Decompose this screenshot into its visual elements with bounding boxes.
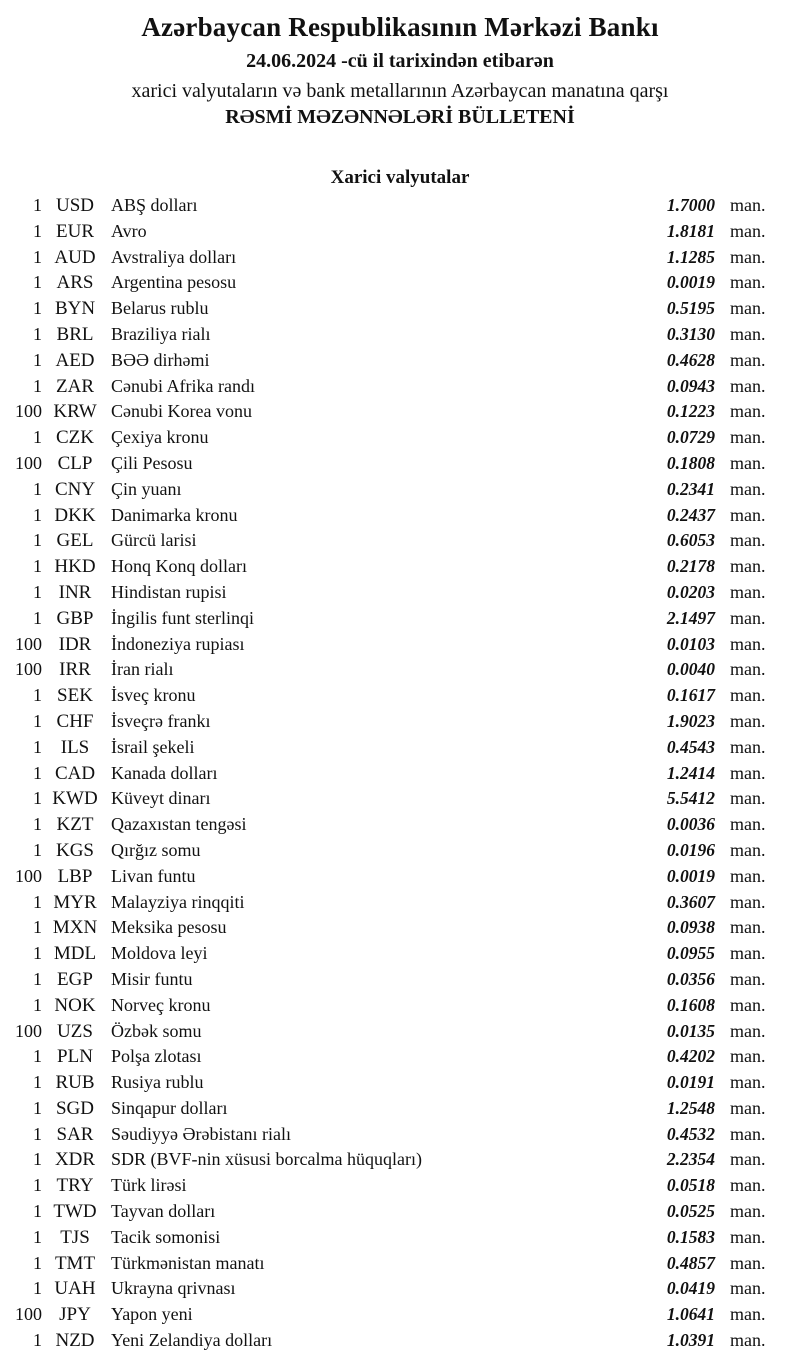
currency-code-cell: BYN (54, 298, 96, 320)
rate-value-cell: 0.0040 (666, 659, 715, 680)
rate-value-cell: 0.0191 (666, 1072, 715, 1093)
rate-row (0, 1199, 800, 1225)
currency-code-cell: MDL (53, 943, 97, 965)
rate-row (0, 245, 800, 271)
rate-value-cell: 0.0019 (666, 865, 715, 886)
currency-code-cell: KRW (53, 401, 97, 423)
currency-code-cell: XDR (54, 1149, 96, 1171)
rate-row (0, 219, 800, 245)
rate-row (0, 941, 800, 967)
rate-value-cell: 0.0419 (666, 1278, 715, 1299)
currency-name-cell: Çexiya kronu (111, 427, 209, 448)
currency-code-cell: ILS (60, 736, 90, 758)
bulletin-title: RƏSMİ MƏZƏNNƏLƏRİ BÜLLETENİ (225, 106, 575, 128)
unit-cell: man. (730, 1123, 766, 1144)
rate-value-cell: 0.1617 (666, 685, 715, 706)
rate-row (0, 1096, 800, 1122)
currency-code-cell: SEK (57, 685, 93, 707)
rate-value-cell: 1.8181 (666, 220, 715, 241)
unit-cell: man. (730, 323, 766, 344)
rate-value-cell: 0.4857 (666, 1252, 715, 1273)
unit-cell: man. (730, 607, 766, 628)
currency-code-cell: DKK (54, 504, 96, 526)
quantity-cell: 1 (33, 762, 42, 783)
currency-code-cell: TRY (56, 1175, 94, 1197)
currency-name-cell: Türkmənistan manatı (111, 1252, 265, 1273)
currency-code-cell: JPY (59, 1304, 91, 1326)
currency-code-cell: MYR (53, 891, 97, 913)
unit-cell: man. (730, 1046, 766, 1067)
currency-code-cell: GEL (56, 530, 94, 552)
currency-code-cell: MXN (52, 917, 98, 939)
quantity-cell: 1 (33, 1123, 42, 1144)
currency-code-cell: CAD (54, 762, 96, 784)
unit-cell: man. (730, 917, 766, 938)
quantity-cell: 100 (15, 1304, 42, 1325)
currency-name-cell: Ukrayna qrivnası (111, 1278, 236, 1299)
currency-name-cell: Özbək somu (111, 1020, 202, 1041)
quantity-cell: 1 (33, 195, 42, 215)
unit-cell: man. (730, 736, 766, 757)
rate-row (0, 1251, 800, 1277)
currency-name-cell: Çili Pesosu (111, 452, 193, 473)
rate-row (0, 1276, 800, 1302)
unit-cell: man. (730, 1201, 766, 1222)
rate-row (0, 193, 800, 219)
rate-value-cell: 1.0641 (666, 1304, 715, 1325)
rate-row (0, 993, 800, 1019)
rate-row (0, 683, 800, 709)
currency-name-cell: Livan funtu (111, 865, 196, 886)
rate-row (0, 632, 800, 658)
currency-name-cell: Tacik somonisi (111, 1226, 221, 1247)
header-subtitle: xarici valyutaların və bank metallarının Azərbaycan manatına qarşı (131, 80, 669, 102)
rate-row (0, 1070, 800, 1096)
rate-value-cell: 0.0938 (666, 917, 715, 938)
rate-value-cell: 0.0019 (666, 272, 715, 293)
currency-name-cell: Cənubi Korea vonu (111, 401, 252, 422)
rate-value-cell: 1.9023 (666, 710, 715, 731)
quantity-cell: 1 (33, 1330, 42, 1351)
currency-name-cell: Yeni Zelandiya dolları (111, 1330, 273, 1351)
currency-code-cell: SAR (56, 1123, 94, 1145)
rate-row (0, 399, 800, 425)
rate-row (0, 657, 800, 683)
quantity-cell: 1 (33, 891, 42, 912)
quantity-cell: 1 (33, 323, 42, 344)
unit-cell: man. (730, 530, 766, 551)
unit-cell: man. (730, 1278, 766, 1299)
unit-cell: man. (730, 839, 766, 860)
currency-code-cell: AUD (54, 246, 96, 268)
rate-value-cell: 0.5195 (666, 298, 715, 319)
currency-code-cell: UAH (54, 1278, 96, 1300)
unit-cell: man. (730, 298, 766, 319)
rate-row (0, 1328, 800, 1354)
rate-value-cell: 0.0955 (666, 943, 715, 964)
unit-cell: man. (730, 220, 766, 241)
currency-code-cell: IRR (59, 659, 91, 681)
quantity-cell: 1 (33, 736, 42, 757)
rate-value-cell: 1.2548 (666, 1097, 715, 1118)
currency-name-cell: Danimarka kronu (111, 504, 238, 525)
rate-row (0, 709, 800, 735)
rate-row (0, 1302, 800, 1328)
currency-code-cell: PLN (57, 1046, 93, 1068)
rate-value-cell: 1.7000 (666, 195, 715, 215)
currency-name-cell: Moldova leyi (111, 943, 208, 964)
currency-code-cell: CNY (54, 478, 96, 500)
currency-code-cell: TWD (53, 1201, 97, 1223)
rate-row (0, 580, 800, 606)
quantity-cell: 1 (33, 504, 42, 525)
currency-name-cell: BƏƏ dirhəmi (111, 349, 210, 370)
quantity-cell: 1 (33, 375, 42, 396)
unit-cell: man. (730, 1097, 766, 1118)
currency-code-cell: EUR (56, 220, 94, 242)
rate-row (0, 1173, 800, 1199)
currency-name-cell: Avstraliya dolları (111, 246, 237, 267)
rate-value-cell: 0.0103 (666, 633, 715, 654)
rate-value-cell: 0.0518 (666, 1175, 715, 1196)
unit-cell: man. (730, 427, 766, 448)
page-title: Azərbaycan Respublikasının Mərkəzi Bankı (141, 12, 659, 42)
rate-row (0, 915, 800, 941)
rate-value-cell: 2.2354 (666, 1149, 715, 1170)
currency-code-cell: AED (55, 349, 95, 371)
exchange-rates-table (0, 193, 800, 1354)
rate-row (0, 374, 800, 400)
bulletin-header (0, 0, 800, 129)
rate-value-cell: 0.0203 (666, 581, 715, 602)
unit-cell: man. (730, 968, 766, 989)
unit-cell: man. (730, 1330, 766, 1351)
rate-row (0, 1019, 800, 1045)
quantity-cell: 1 (33, 1097, 42, 1118)
unit-cell: man. (730, 1175, 766, 1196)
quantity-cell: 1 (33, 246, 42, 267)
rate-value-cell: 0.0196 (666, 839, 715, 860)
quantity-cell: 1 (33, 917, 42, 938)
currency-code-cell: TMT (54, 1252, 96, 1274)
currency-name-cell: Cənubi Afrika randı (111, 375, 255, 396)
currency-code-cell: KGS (55, 839, 94, 861)
currency-code-cell: BRL (56, 323, 94, 345)
unit-cell: man. (730, 1226, 766, 1247)
currency-name-cell: Gürcü larisi (111, 530, 197, 551)
currency-name-cell: Sinqapur dolları (111, 1097, 228, 1118)
rate-value-cell: 0.0135 (666, 1020, 715, 1041)
currency-name-cell: Honq Konq dolları (111, 556, 247, 577)
unit-cell: man. (730, 762, 766, 783)
unit-cell: man. (730, 349, 766, 370)
rate-row (0, 425, 800, 451)
unit-cell: man. (730, 659, 766, 680)
currency-name-cell: Çin yuanı (111, 478, 182, 499)
currency-name-cell: Rusiya rublu (111, 1072, 204, 1093)
rate-row (0, 296, 800, 322)
currency-name-cell: Tayvan dolları (111, 1201, 216, 1222)
rate-row (0, 322, 800, 348)
currency-name-cell: Misir funtu (111, 968, 193, 989)
currency-name-cell: Braziliya rialı (111, 323, 211, 344)
effective-date-line: 24.06.2024 -cü il tarixindən etibarən (246, 50, 554, 72)
rate-row (0, 477, 800, 503)
rate-value-cell: 0.4543 (666, 736, 715, 757)
currency-name-cell: Səudiyyə Ərəbistanı rialı (111, 1123, 291, 1144)
quantity-cell: 1 (33, 788, 42, 809)
currency-name-cell: Malayziya rinqqiti (111, 891, 245, 912)
unit-cell: man. (730, 452, 766, 473)
rate-value-cell: 0.4628 (666, 349, 715, 370)
rate-value-cell: 0.6053 (666, 530, 715, 551)
rate-value-cell: 2.1497 (666, 607, 715, 628)
rate-value-cell: 0.1808 (666, 452, 715, 473)
currency-code-cell: LBP (57, 865, 93, 887)
currency-name-cell: Türk lirəsi (111, 1175, 187, 1196)
quantity-cell: 1 (33, 1175, 42, 1196)
unit-cell: man. (730, 375, 766, 396)
unit-cell: man. (730, 1072, 766, 1093)
quantity-cell: 100 (15, 401, 42, 422)
unit-cell: man. (730, 1252, 766, 1273)
quantity-cell: 100 (15, 1020, 42, 1041)
quantity-cell: 1 (33, 1072, 42, 1093)
quantity-cell: 100 (15, 865, 42, 886)
quantity-cell: 1 (33, 943, 42, 964)
currency-code-cell: ARS (56, 272, 94, 294)
rate-row (0, 761, 800, 787)
currency-name-cell: ABŞ dolları (111, 195, 198, 215)
rate-value-cell: 0.1608 (666, 994, 715, 1015)
rate-value-cell: 0.2341 (666, 478, 715, 499)
currency-code-cell: SGD (55, 1097, 94, 1119)
quantity-cell: 1 (33, 478, 42, 499)
quantity-cell: 1 (33, 298, 42, 319)
unit-cell: man. (730, 556, 766, 577)
currency-name-cell: Yapon yeni (111, 1304, 193, 1325)
rate-value-cell: 0.3607 (666, 891, 715, 912)
currency-name-cell: Belarus rublu (111, 298, 209, 319)
currency-code-cell: NOK (54, 994, 96, 1016)
rate-value-cell: 0.0943 (666, 375, 715, 396)
quantity-cell: 1 (33, 1252, 42, 1273)
currency-name-cell: Küveyt dinarı (111, 788, 211, 809)
currency-code-cell: USD (55, 195, 94, 216)
currency-code-cell: HKD (54, 556, 96, 578)
rate-row (0, 270, 800, 296)
quantity-cell: 1 (33, 839, 42, 860)
unit-cell: man. (730, 943, 766, 964)
currency-code-cell: EGP (57, 968, 93, 990)
unit-cell: man. (730, 685, 766, 706)
rate-value-cell: 0.3130 (666, 323, 715, 344)
unit-cell: man. (730, 1020, 766, 1041)
quantity-cell: 1 (33, 530, 42, 551)
quantity-cell: 1 (33, 607, 42, 628)
rate-value-cell: 0.2437 (666, 504, 715, 525)
currency-code-cell: KWD (52, 788, 98, 810)
currency-name-cell: İngilis funt sterlinqi (111, 607, 254, 628)
rate-row (0, 554, 800, 580)
unit-cell: man. (730, 195, 766, 215)
currency-code-cell: NZD (55, 1330, 95, 1352)
quantity-cell: 1 (33, 1046, 42, 1067)
currency-code-cell: CLP (57, 452, 93, 474)
quantity-cell: 1 (33, 1201, 42, 1222)
unit-cell: man. (730, 478, 766, 499)
rate-row (0, 838, 800, 864)
quantity-cell: 1 (33, 1149, 42, 1170)
rate-value-cell: 5.5412 (666, 788, 715, 809)
currency-name-cell: İsveç kronu (111, 685, 196, 706)
currency-name-cell: İndoneziya rupiası (111, 633, 245, 654)
unit-cell: man. (730, 581, 766, 602)
rate-row (0, 606, 800, 632)
rate-row (0, 451, 800, 477)
unit-cell: man. (730, 504, 766, 525)
rate-row (0, 1044, 800, 1070)
unit-cell: man. (730, 788, 766, 809)
currency-name-cell: Hindistan rupisi (111, 581, 227, 602)
currency-code-cell: RUB (55, 1072, 95, 1094)
quantity-cell: 1 (33, 220, 42, 241)
unit-cell: man. (730, 272, 766, 293)
unit-cell: man. (730, 814, 766, 835)
currency-code-cell: TJS (60, 1226, 90, 1248)
rate-value-cell: 0.1223 (666, 401, 715, 422)
currency-code-cell: GBP (56, 607, 94, 629)
rate-row (0, 1147, 800, 1173)
quantity-cell: 1 (33, 581, 42, 602)
rate-value-cell: 0.0036 (666, 814, 715, 835)
currency-name-cell: Qırğız somu (111, 839, 201, 860)
rate-row (0, 812, 800, 838)
rate-value-cell: 1.2414 (666, 762, 715, 783)
quantity-cell: 1 (33, 685, 42, 706)
currency-name-cell: Kanada dolları (111, 762, 218, 783)
quantity-cell: 1 (33, 427, 42, 448)
rate-row (0, 890, 800, 916)
rate-row (0, 735, 800, 761)
currency-name-cell: İsveçrə frankı (111, 710, 211, 731)
currency-name-cell: Meksika pesosu (111, 917, 227, 938)
rate-row (0, 348, 800, 374)
rate-row (0, 864, 800, 890)
quantity-cell: 1 (33, 1226, 42, 1247)
currency-code-cell: INR (58, 581, 92, 603)
quantity-cell: 1 (33, 1278, 42, 1299)
currency-name-cell: Norveç kronu (111, 994, 211, 1015)
rate-row (0, 1225, 800, 1251)
rate-value-cell: 0.4202 (666, 1046, 715, 1067)
section-title-foreign-currencies: Xarici valyutalar (330, 167, 470, 188)
currency-name-cell: Argentina pesosu (111, 272, 237, 293)
currency-name-cell: Avro (111, 220, 147, 241)
currency-name-cell: Qazaxıstan tengəsi (111, 814, 247, 835)
unit-cell: man. (730, 994, 766, 1015)
rate-value-cell: 0.0729 (666, 427, 715, 448)
unit-cell: man. (730, 246, 766, 267)
currency-code-cell: IDR (58, 633, 92, 655)
unit-cell: man. (730, 891, 766, 912)
rate-value-cell: 1.0391 (666, 1330, 715, 1351)
quantity-cell: 1 (33, 814, 42, 835)
quantity-cell: 1 (33, 968, 42, 989)
currency-name-cell: İran rialı (111, 659, 174, 680)
rate-row (0, 528, 800, 554)
rate-value-cell: 0.2178 (666, 556, 715, 577)
currency-name-cell: SDR (BVF-nin xüsusi borcalma hüquqları) (111, 1149, 422, 1170)
quantity-cell: 1 (33, 349, 42, 370)
currency-code-cell: ZAR (56, 375, 94, 397)
currency-code-cell: CZK (56, 427, 94, 449)
quantity-cell: 1 (33, 556, 42, 577)
unit-cell: man. (730, 401, 766, 422)
rate-row (0, 786, 800, 812)
rate-value-cell: 1.1285 (666, 246, 715, 267)
quantity-cell: 100 (15, 659, 42, 680)
currency-name-cell: İsrail şekeli (111, 736, 195, 757)
unit-cell: man. (730, 1149, 766, 1170)
unit-cell: man. (730, 1304, 766, 1325)
rate-row (0, 503, 800, 529)
quantity-cell: 100 (15, 633, 42, 654)
unit-cell: man. (730, 710, 766, 731)
rate-value-cell: 0.0525 (666, 1201, 715, 1222)
unit-cell: man. (730, 633, 766, 654)
currency-code-cell: KZT (56, 814, 94, 836)
currency-code-cell: CHF (56, 710, 94, 732)
quantity-cell: 100 (15, 452, 42, 473)
quantity-cell: 1 (33, 710, 42, 731)
rate-value-cell: 0.1583 (666, 1226, 715, 1247)
quantity-cell: 1 (33, 272, 42, 293)
rate-value-cell: 0.0356 (666, 968, 715, 989)
currency-name-cell: Polşa zlotası (111, 1046, 202, 1067)
rate-row (0, 1122, 800, 1148)
unit-cell: man. (730, 865, 766, 886)
rate-row (0, 967, 800, 993)
quantity-cell: 1 (33, 994, 42, 1015)
currency-code-cell: UZS (57, 1020, 93, 1042)
rate-value-cell: 0.4532 (666, 1123, 715, 1144)
